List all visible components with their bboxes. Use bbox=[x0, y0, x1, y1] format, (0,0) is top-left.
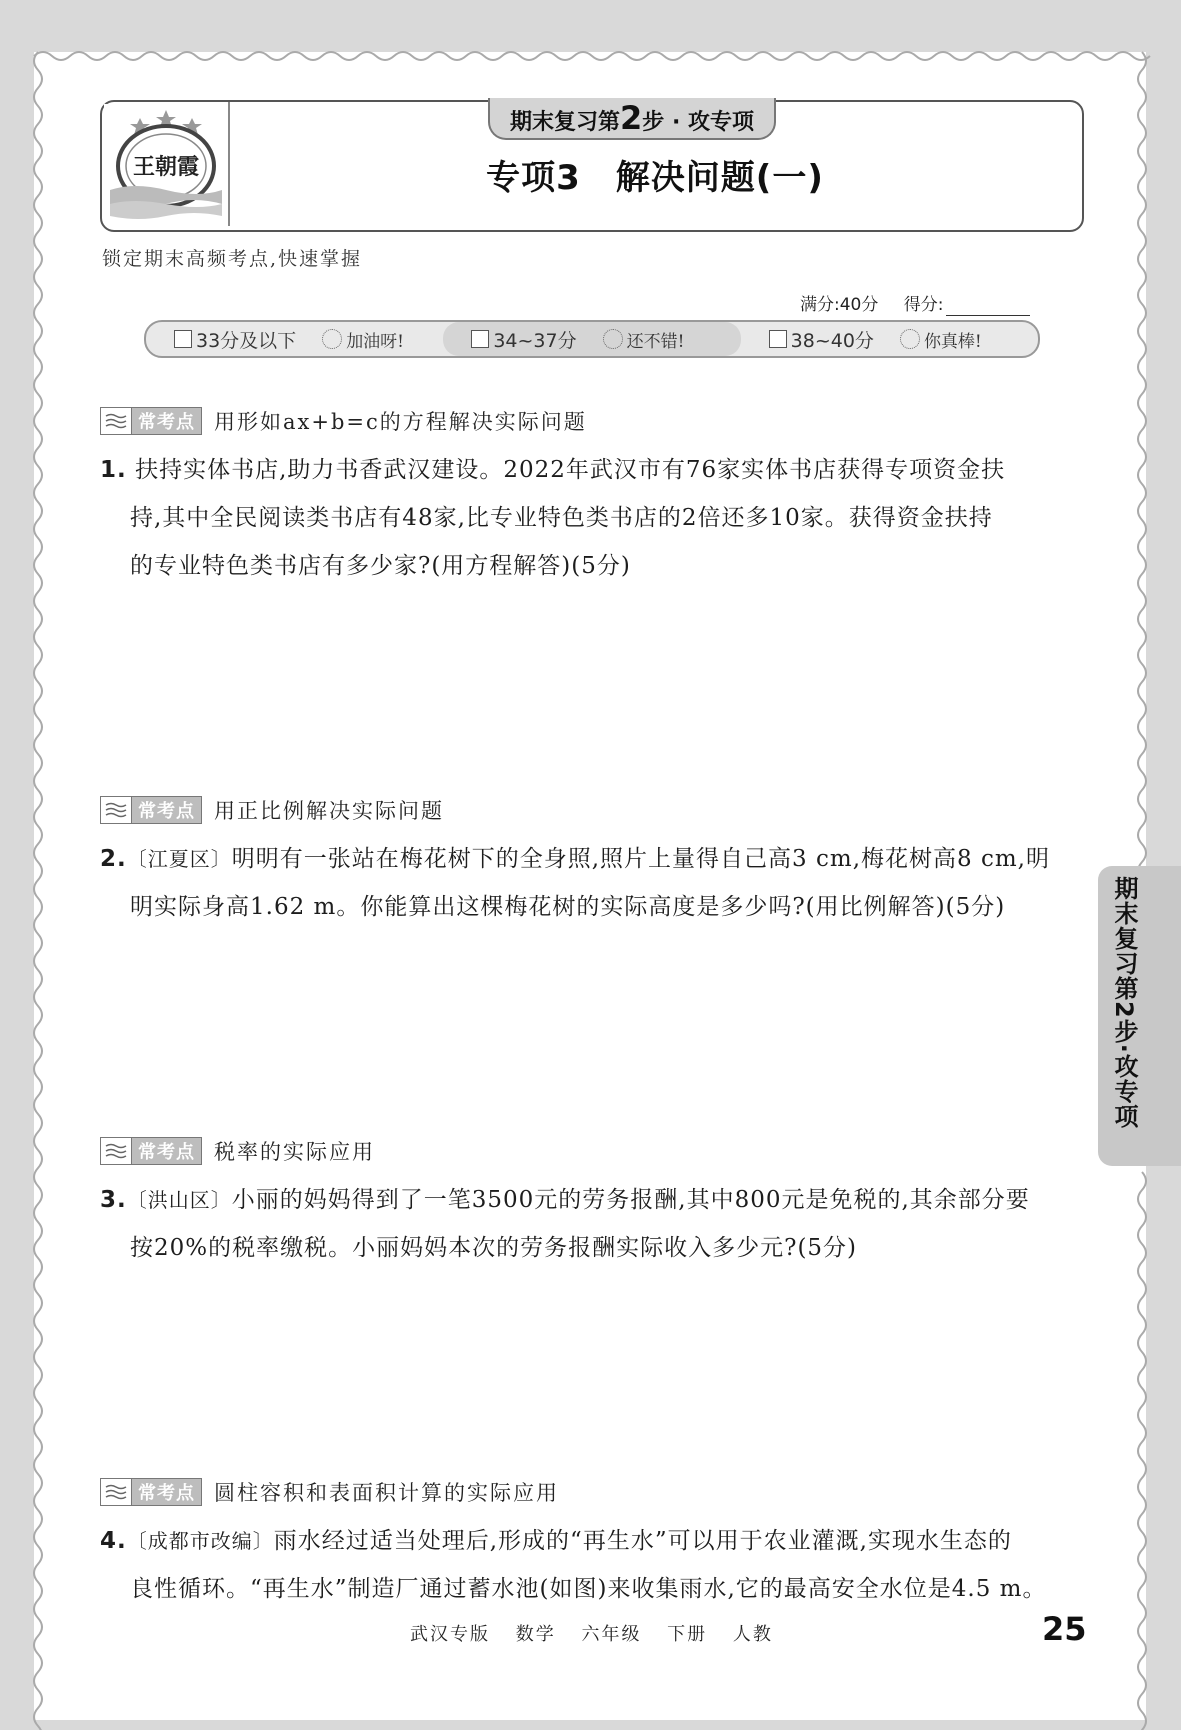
tag-badge bbox=[100, 1137, 202, 1165]
step-tab bbox=[488, 98, 776, 140]
question-4 bbox=[100, 1517, 1080, 1613]
wave-icon bbox=[101, 408, 132, 434]
topic-tag-3 bbox=[100, 1136, 375, 1166]
rating-option-high[interactable] bbox=[741, 322, 1038, 356]
topic-text: 用形如ax+b=c的方程解决实际问题 bbox=[214, 410, 587, 434]
question-line: 小丽的妈妈得到了一笔3500元的劳务报酬,其中800元是免税的,其余部分要 bbox=[231, 1187, 1030, 1213]
rating-cheer: 加油呀! bbox=[346, 331, 405, 352]
score-row bbox=[800, 290, 1030, 316]
question-line: 明实际身高1.62 m。你能算出这棵梅花树的实际高度是多少吗?(用比例解答)(5分) bbox=[130, 894, 1006, 920]
tag-badge bbox=[100, 1478, 202, 1506]
tag-badge bbox=[100, 796, 202, 824]
topic-tag-4 bbox=[100, 1477, 559, 1507]
topic-text: 用正比例解决实际问题 bbox=[214, 799, 444, 823]
face-icon bbox=[322, 329, 342, 349]
footer-edition: 武汉专版 数学 六年级 下册 人教 bbox=[410, 1624, 773, 1645]
question-source: 〔成都市改编〕 bbox=[126, 1529, 274, 1553]
step-number: 2 bbox=[620, 99, 643, 137]
got-score-label: 得分: bbox=[903, 295, 944, 315]
step-prefix: 期末复习第 bbox=[510, 110, 621, 135]
subtitle: 锁定期末高频考点,快速掌握 bbox=[102, 248, 363, 270]
rating-option-low[interactable] bbox=[146, 322, 443, 356]
face-icon bbox=[603, 329, 623, 349]
question-line: 明明有一张站在梅花树下的全身照,照片上量得自己高3 cm,梅花树高8 cm,明 bbox=[231, 846, 1050, 872]
rating-range: 38~40分 bbox=[790, 329, 874, 352]
side-tab-label: 期末复习第2步·攻专项 bbox=[1110, 876, 1138, 1129]
rating-range: 34~37分 bbox=[493, 329, 577, 352]
question-line: 持,其中全民阅读类书店有48家,比专业特色类书店的2倍还多10家。获得资金扶持 bbox=[130, 505, 993, 531]
tag-badge bbox=[100, 407, 202, 435]
rating-cheer: 你真棒! bbox=[923, 331, 982, 352]
wave-icon bbox=[101, 797, 132, 823]
wave-icon bbox=[101, 1138, 132, 1164]
rating-range: 33分及以下 bbox=[196, 329, 297, 352]
question-source: 〔洪山区〕 bbox=[126, 1188, 232, 1212]
full-score-label: 满分:40分 bbox=[800, 295, 879, 315]
question-line: 按20%的税率缴税。小丽妈妈本次的劳务报酬实际收入多少元?(5分) bbox=[130, 1235, 858, 1261]
rating-option-mid[interactable] bbox=[443, 322, 740, 356]
score-blank[interactable] bbox=[946, 295, 1030, 316]
question-number: 1. bbox=[100, 457, 127, 483]
question-number: 2. bbox=[100, 846, 127, 872]
question-number: 4. bbox=[100, 1528, 127, 1554]
page-title: 专项3 解决问题(一) bbox=[486, 158, 824, 198]
page-number: 25 bbox=[1042, 1610, 1087, 1648]
question-line: 的专业特色类书店有多少家?(用方程解答)(5分) bbox=[130, 553, 631, 579]
question-line: 扶持实体书店,助力书香武汉建设。2022年武汉市有76家实体书店获得专项资金扶 bbox=[135, 457, 1006, 483]
tag-label: 常考点 bbox=[138, 1483, 195, 1504]
face-icon bbox=[900, 329, 920, 349]
question-line: 雨水经过适当处理后,形成的“再生水”可以用于农业灌溉,实现水生态的 bbox=[273, 1528, 1012, 1554]
checkbox-icon[interactable] bbox=[471, 330, 489, 348]
topic-text: 圆柱容积和表面积计算的实际应用 bbox=[214, 1481, 559, 1505]
tag-label: 常考点 bbox=[138, 412, 195, 433]
question-1 bbox=[100, 446, 1080, 590]
topic-tag-2 bbox=[100, 795, 444, 825]
rating-cheer: 还不错! bbox=[626, 331, 685, 352]
wangzhaoxia-logo bbox=[104, 104, 228, 224]
checkbox-icon[interactable] bbox=[174, 330, 192, 348]
question-3 bbox=[100, 1176, 1080, 1272]
wave-icon bbox=[101, 1479, 132, 1505]
logo-wordmark: 王朝霞 bbox=[132, 154, 200, 180]
topic-text: 税率的实际应用 bbox=[214, 1140, 375, 1164]
tag-label: 常考点 bbox=[138, 801, 195, 822]
checkbox-icon[interactable] bbox=[769, 330, 787, 348]
question-source: 〔江夏区〕 bbox=[126, 847, 232, 871]
tag-label: 常考点 bbox=[138, 1142, 195, 1163]
question-2 bbox=[100, 835, 1080, 931]
rating-bar bbox=[144, 320, 1040, 358]
question-line: 良性循环。“再生水”制造厂通过蓄水池(如图)来收集雨水,它的最高安全水位是4.5 m。 bbox=[130, 1576, 1047, 1602]
step-suffix: 步 · 攻专项 bbox=[642, 110, 754, 135]
question-number: 3. bbox=[100, 1187, 127, 1213]
topic-tag-1 bbox=[100, 406, 587, 436]
